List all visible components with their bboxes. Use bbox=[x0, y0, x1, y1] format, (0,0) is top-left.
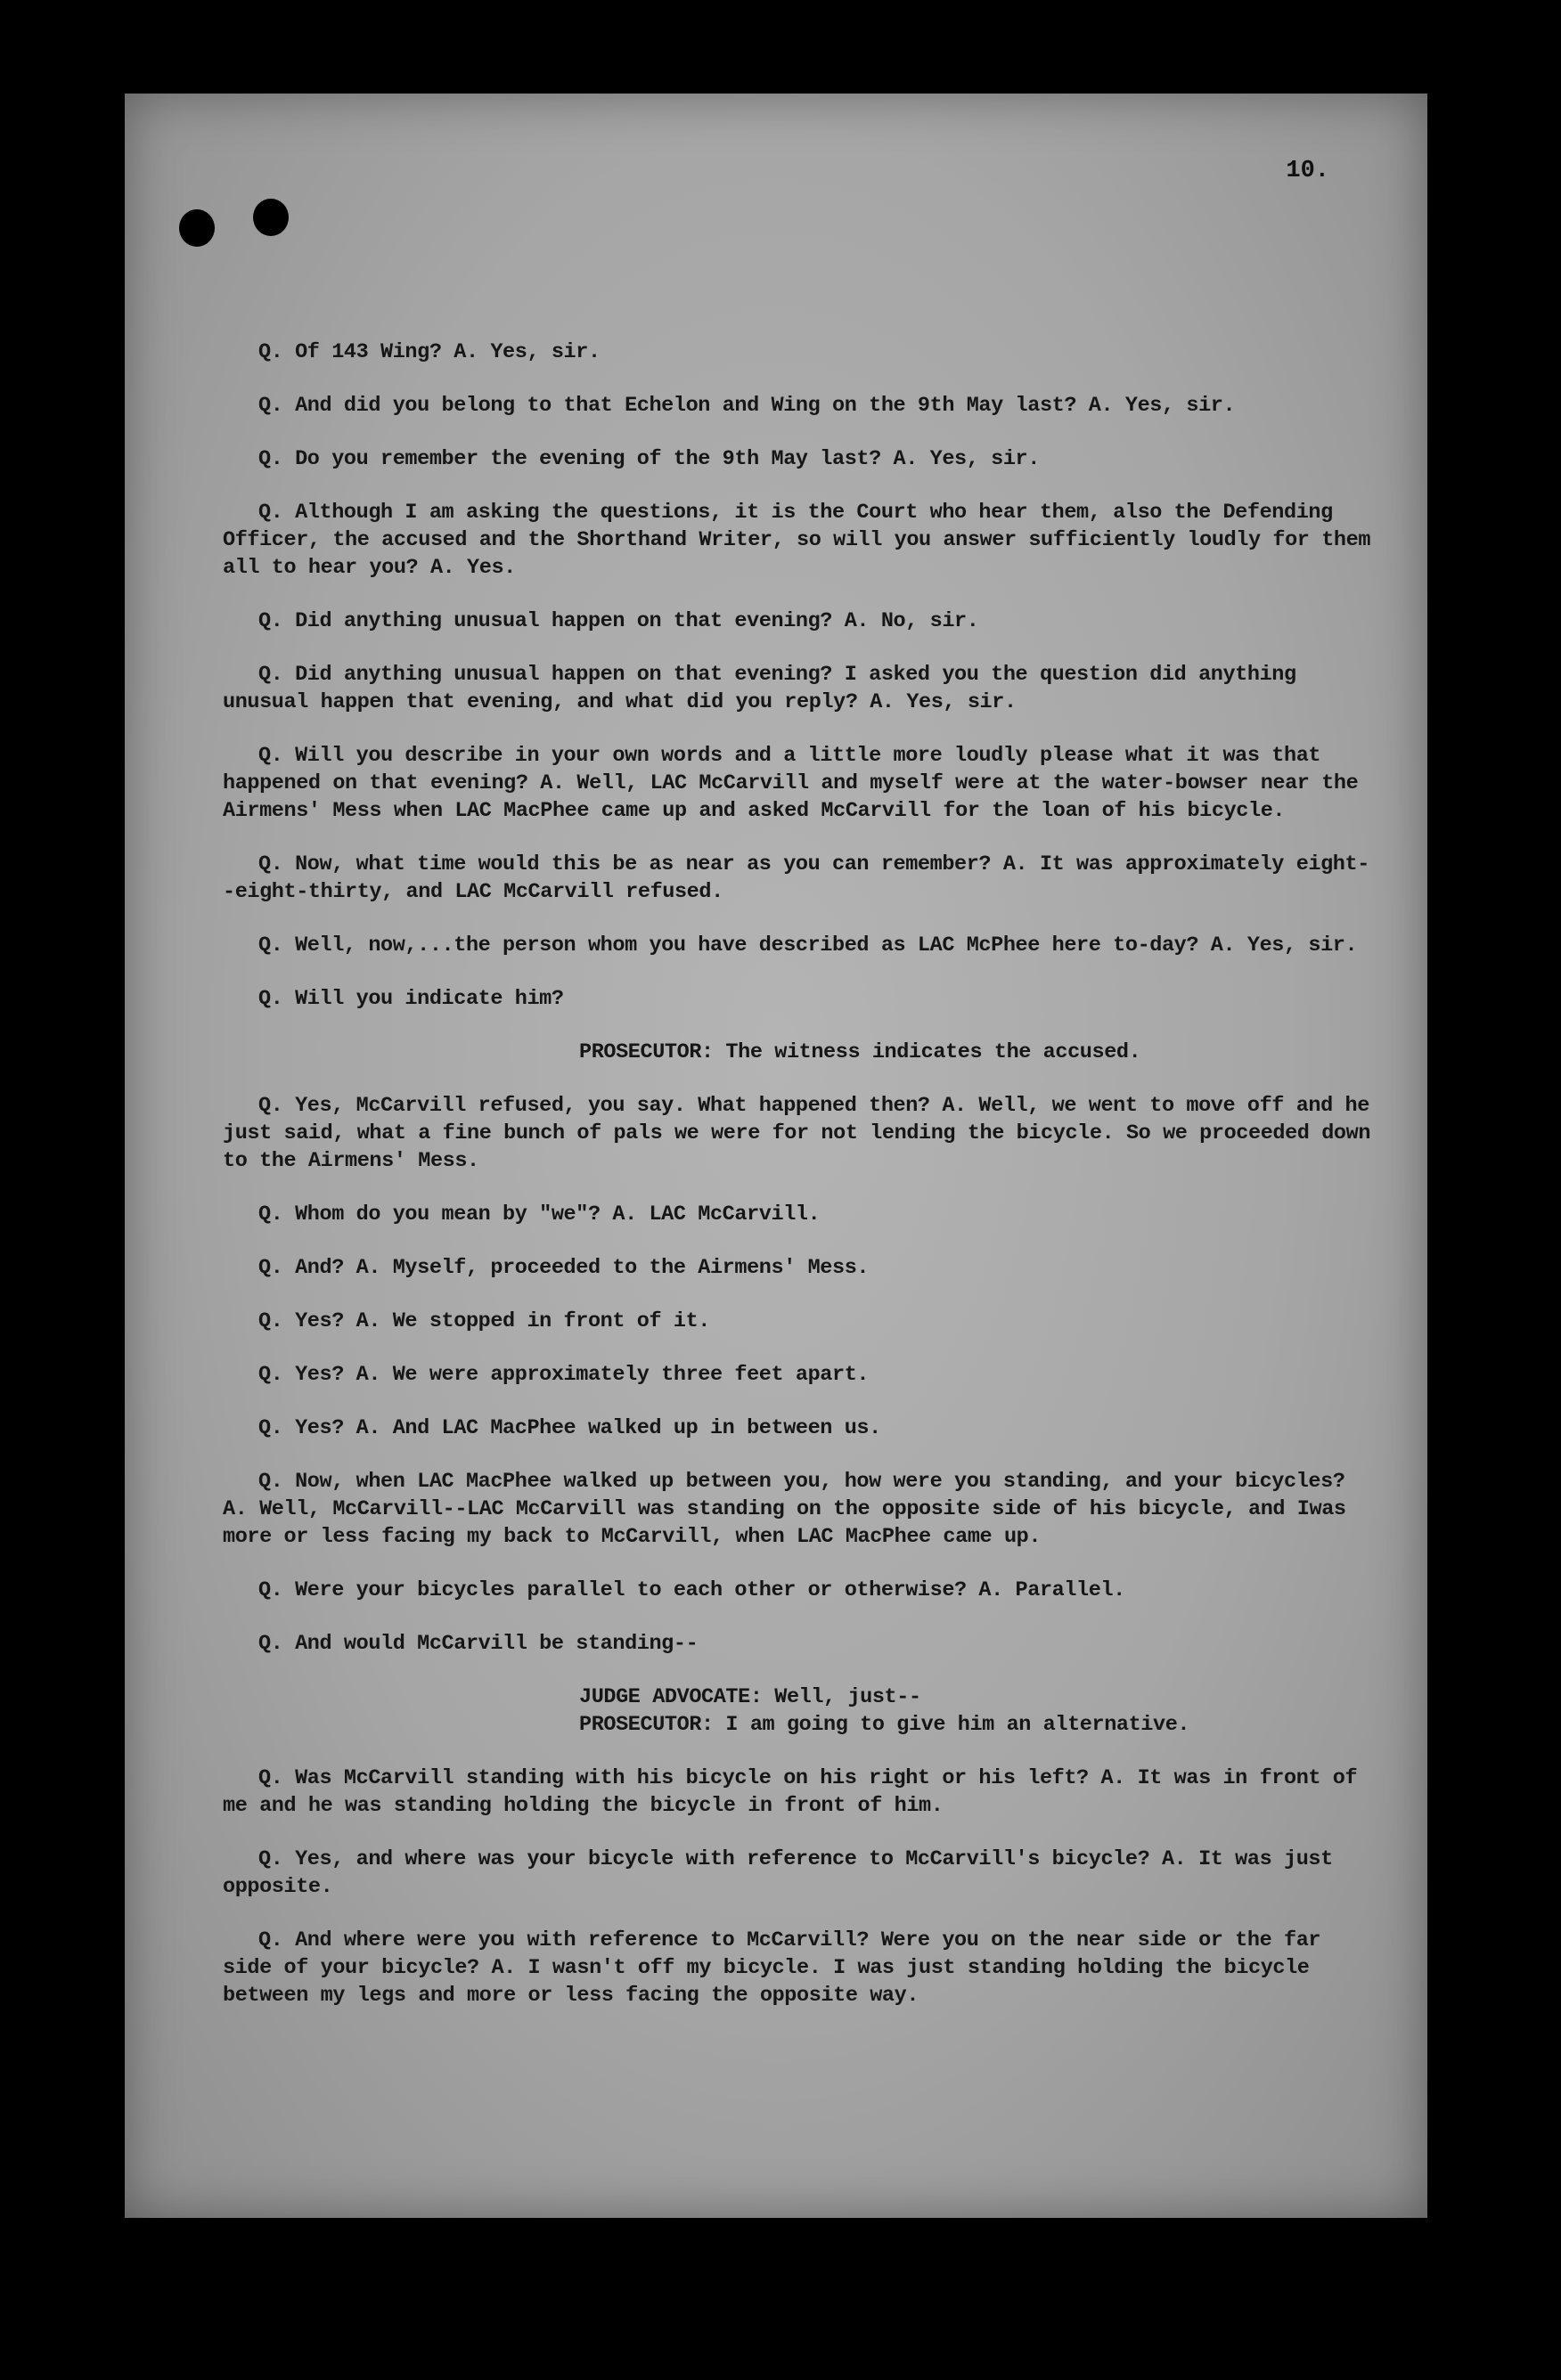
transcript-paragraph: Q. Now, when LAC MacPhee walked up between you, how were you standing, and your bicycles? A. Well, McCarvill--LAC McCarvill was standing on the opposite side of his bicycle, and Iwas more or less facing my back to McCarvill, when LAC MacPhee came up. bbox=[223, 1470, 1359, 1549]
page-number: 10. bbox=[1286, 158, 1329, 184]
transcript-paragraph: Q. Were your bicycles parallel to each other or otherwise? A. Parallel. bbox=[258, 1578, 1125, 1602]
transcript-paragraph: Q. Will you describe in your own words and a little more loudly please what it was that happened on that evening? A. Well, LAC McCarvill and myself were at the water-bowser near the Airmens' Mess when LAC MacPhee came up and asked McCarvill for the loan of his bicycle. bbox=[223, 744, 1371, 823]
transcript-paragraph: Q. Yes? A. We were approximately three feet apart. bbox=[258, 1363, 870, 1387]
transcript-body bbox=[223, 338, 1381, 2035]
transcript-paragraph: Q. And did you belong to that Echelon and Wing on the 9th May last? A. Yes, sir. bbox=[258, 394, 1236, 418]
transcript-paragraph: Q. Will you indicate him? bbox=[258, 987, 564, 1011]
transcript-paragraph: Q. Of 143 Wing? A. Yes, sir. bbox=[258, 340, 601, 364]
speaker-statement: PROSECUTOR: I am going to give him an alternative. bbox=[579, 1713, 1190, 1737]
transcript-paragraph: Q. Yes, and where was your bicycle with reference to McCarvill's bicycle? A. It was just opposite. bbox=[223, 1847, 1345, 1899]
transcript-paragraph: Q. Yes? A. We stopped in front of it. bbox=[258, 1309, 710, 1333]
transcript-paragraph: Q. Do you remember the evening of the 9th May last? A. Yes, sir. bbox=[258, 447, 1040, 471]
transcript-paragraph: Q. Whom do you mean by "we"? A. LAC McCarvill. bbox=[258, 1202, 821, 1227]
punch-hole bbox=[179, 209, 215, 247]
transcript-paragraph: Q. Yes? A. And LAC MacPhee walked up in between us. bbox=[258, 1416, 881, 1440]
transcript-paragraph: Q. Although I am asking the questions, it is the Court who hear them, also the Defending Officer, the accused and the Shorthand Writer, so will you answer sufficiently loudly for them all to hear you? A. Yes. bbox=[223, 501, 1383, 580]
transcript-paragraph: Q. Did anything unusual happen on that evening? A. No, sir. bbox=[258, 609, 979, 633]
punch-hole bbox=[253, 199, 289, 236]
document-page bbox=[125, 94, 1427, 2218]
transcript-paragraph: Q. Was McCarvill standing with his bicycle on his right or his left? A. It was in front of me and he was standing holding the bicycle in front of him. bbox=[223, 1766, 1369, 1818]
transcript-paragraph: Q. Did anything unusual happen on that evening? I asked you the question did anything unusual happen that evening, and what did you reply? A. Yes, sir. bbox=[223, 663, 1309, 714]
transcript-paragraph: Q. And? A. Myself, proceeded to the Airmens' Mess. bbox=[258, 1256, 870, 1280]
transcript-paragraph: Q. Well, now,...the person whom you have described as LAC McPhee here to-day? A. Yes, sir. bbox=[258, 933, 1358, 958]
speaker-statement: JUDGE ADVOCATE: Well, just-- bbox=[579, 1685, 921, 1709]
transcript-paragraph: Q. Yes, McCarvill refused, you say. What happened then? A. Well, we went to move off and he just said, what a fine bunch of pals we were for not lending the bicycle. So we proceeded down to the Airmens' Mess. bbox=[223, 1094, 1383, 1173]
speaker-statement: PROSECUTOR: The witness indicates the accused. bbox=[579, 1040, 1141, 1064]
transcript-paragraph: Q. Now, what time would this be as near as you can remember? A. It was approximately eight--eight-thirty, and LAC McCarvill refused. bbox=[223, 852, 1369, 904]
transcript-paragraph: Q. And would McCarvill be standing-- bbox=[258, 1632, 699, 1656]
transcript-paragraph: Q. And where were you with reference to McCarvill? Were you on the near side or the far side of your bicycle? A. I wasn't off my bicycle. I was just standing holding the bicycle between my legs and more or less facing the opposite way. bbox=[223, 1928, 1333, 2008]
